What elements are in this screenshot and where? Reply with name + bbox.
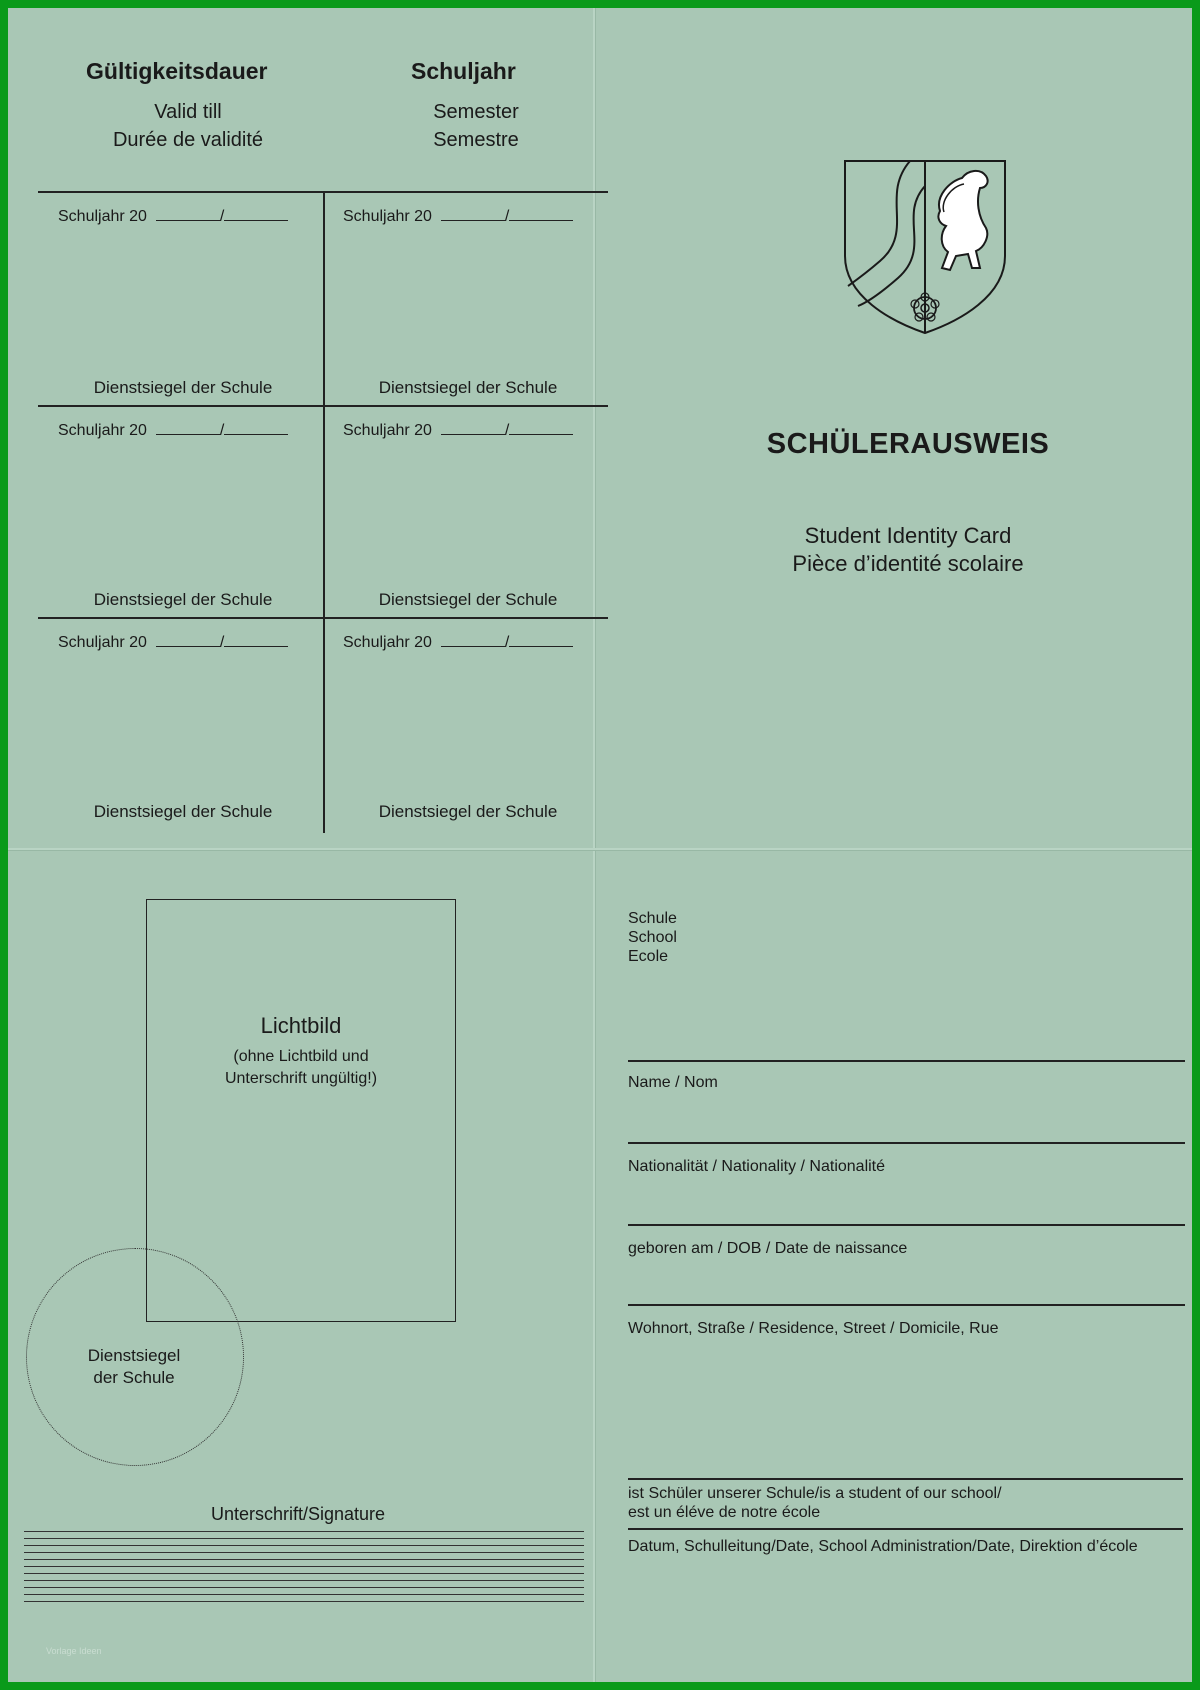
card-subtitle-en: Student Identity Card [804,523,1012,548]
validity-title-en: Valid till [154,101,222,123]
grid-cell-1-year: Schuljahr 20 / [58,206,288,226]
name-label: Name / Nom [628,1074,718,1091]
photo-note-line2: Unterschrift ungültig!) [224,1070,378,1087]
coat-of-arms-icon [840,156,1010,336]
dob-line[interactable] [628,1304,1185,1306]
dob-label: geboren am / DOB / Date de naissance [628,1240,908,1257]
grid-cell-1-seal: Dienstsiegel der Schule [93,378,273,397]
signature-lines [24,1531,584,1608]
photo-note-line1: (ohne Lichtbild und [233,1048,369,1065]
grid-cell-5-year: Schuljahr 20 / [58,632,288,652]
grid-cell-2-seal: Dienstsiegel der Schule [378,378,558,397]
signoff-line[interactable] [628,1528,1183,1530]
id-card-sheet [8,8,1192,1682]
watermark: Vorlage Ideen [46,1646,102,1656]
name-line[interactable] [628,1142,1185,1144]
school-label-fr: Ecole [628,948,669,965]
school-year-title-de: Schuljahr [411,58,516,84]
grid-cell-2-year: Schuljahr 20 / [343,206,573,226]
grid-cell-5-seal: Dienstsiegel der Schule [93,802,273,821]
vertical-fold [593,8,595,1682]
photo-box [146,899,456,1322]
residence-line[interactable] [628,1478,1183,1480]
card-title: SCHÜLERAUSWEIS [766,428,1050,460]
grid-cell-4-seal: Dienstsiegel der Schule [378,590,558,609]
validity-title-fr: Durée de validité [112,129,264,151]
nationality-line[interactable] [628,1224,1185,1226]
school-year-title-fr: Semestre [433,129,519,151]
photo-label: Lichtbild [260,1013,342,1038]
school-label-de: Schule [628,910,677,927]
grid-cell-3-seal: Dienstsiegel der Schule [93,590,273,609]
seal-label-line1: Dienstsiegel [87,1346,181,1365]
validity-title-de: Gültigkeitsdauer [86,58,268,84]
grid-cell-4-year: Schuljahr 20 / [343,420,573,440]
grid-cell-3-year: Schuljahr 20 / [58,420,288,440]
statement-line2: est un éléve de notre école [628,1504,821,1521]
grid-cell-6-year: Schuljahr 20 / [343,632,573,652]
grid-cell-6-seal: Dienstsiegel der Schule [378,802,558,821]
card-subtitle-fr: Pièce d’identité scolaire [792,551,1024,576]
signature-label: Unterschrift/Signature [210,1504,386,1524]
signoff-label: Datum, Schulleitung/Date, School Administration/Date, Direktion d’école [628,1538,1138,1555]
seal-label-line2: der Schule [93,1368,175,1387]
school-line[interactable] [628,1060,1185,1062]
residence-label: Wohnort, Straße / Residence, Street / Domicile, Rue [628,1320,999,1337]
school-label-en: School [628,929,677,946]
statement-line1: ist Schüler unserer Schule/is a student of our school/ [628,1485,1002,1502]
grid-line-vertical [323,191,325,833]
school-year-title-en: Semester [433,101,519,123]
nationality-label: Nationalität / Nationality / Nationalité [628,1158,886,1175]
horizontal-fold [8,848,1192,850]
